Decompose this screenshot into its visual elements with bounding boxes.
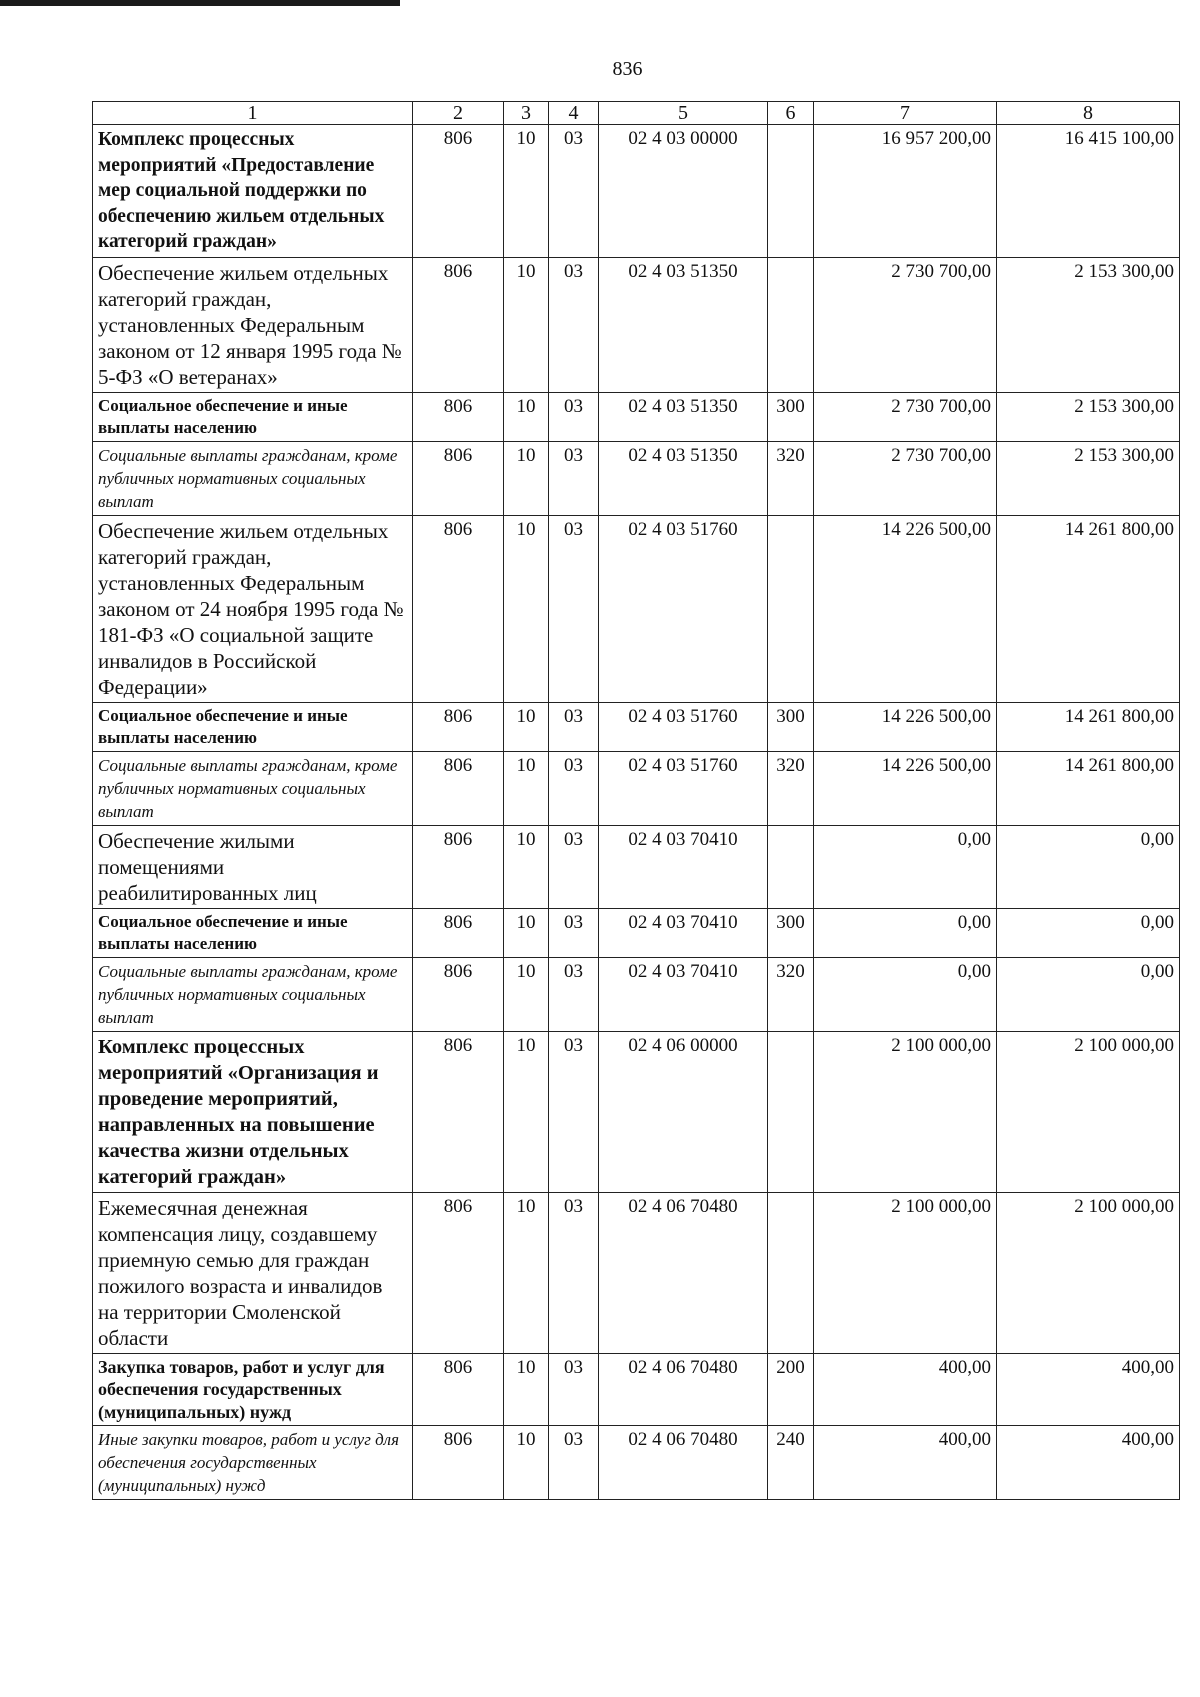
- target-article-cell: 02 4 03 51760: [599, 751, 768, 825]
- target-article-cell: 02 4 03 51350: [599, 441, 768, 515]
- subsection-cell: 03: [549, 908, 599, 957]
- subsection-cell: 03: [549, 1192, 599, 1353]
- expense-type-cell: [768, 1192, 814, 1353]
- expense-type-cell: 240: [768, 1426, 814, 1500]
- ministry-code-cell: 806: [413, 1031, 504, 1192]
- ministry-code-cell: 806: [413, 702, 504, 751]
- expense-type-cell: [768, 515, 814, 702]
- amount-col8-cell: 0,00: [997, 957, 1180, 1031]
- target-article-cell: 02 4 03 51760: [599, 702, 768, 751]
- amount-col7-cell: 2 730 700,00: [814, 257, 997, 392]
- subsection-cell: 03: [549, 441, 599, 515]
- expense-type-cell: 300: [768, 908, 814, 957]
- section-cell: 10: [504, 1353, 549, 1426]
- target-article-cell: 02 4 03 51350: [599, 257, 768, 392]
- amount-col7-cell: 2 100 000,00: [814, 1031, 997, 1192]
- row-name-cell: Обеспечение жильем отдельных категорий граждан, установленных Федеральным законом от 24 ноября 1995 года № 181-ФЗ «О социальной защите инвалидов в Российской Федерации»: [93, 515, 413, 702]
- amount-col7-cell: 0,00: [814, 908, 997, 957]
- section-cell: 10: [504, 1426, 549, 1500]
- row-name-cell: Социальное обеспечение и иные выплаты населению: [93, 702, 413, 751]
- table-row: [93, 1192, 1180, 1353]
- subsection-cell: 03: [549, 515, 599, 702]
- row-name-cell: Закупка товаров, работ и услуг для обеспечения государственных (муниципальных) нужд: [93, 1353, 413, 1426]
- section-cell: 10: [504, 957, 549, 1031]
- column-header: 2: [413, 102, 504, 125]
- amount-col8-cell: 400,00: [997, 1353, 1180, 1426]
- subsection-cell: 03: [549, 957, 599, 1031]
- table-row: [93, 257, 1180, 392]
- row-name-cell: Комплекс процессных мероприятий «Предоставление мер социальной поддержки по обеспечению жильем отдельных категорий граждан»: [93, 125, 413, 258]
- amount-col7-cell: 0,00: [814, 825, 997, 908]
- section-cell: 10: [504, 257, 549, 392]
- ministry-code-cell: 806: [413, 125, 504, 258]
- expense-type-cell: 320: [768, 957, 814, 1031]
- amount-col7-cell: 400,00: [814, 1353, 997, 1426]
- expense-type-cell: [768, 1031, 814, 1192]
- column-header: 5: [599, 102, 768, 125]
- section-cell: 10: [504, 441, 549, 515]
- expense-type-cell: 320: [768, 441, 814, 515]
- table-row: [93, 908, 1180, 957]
- target-article-cell: 02 4 03 70410: [599, 957, 768, 1031]
- expense-type-cell: [768, 825, 814, 908]
- ministry-code-cell: 806: [413, 1192, 504, 1353]
- section-cell: 10: [504, 825, 549, 908]
- ministry-code-cell: 806: [413, 957, 504, 1031]
- section-cell: 10: [504, 702, 549, 751]
- column-header: 6: [768, 102, 814, 125]
- subsection-cell: 03: [549, 825, 599, 908]
- subsection-cell: 03: [549, 125, 599, 258]
- table-row: [93, 751, 1180, 825]
- section-cell: 10: [504, 751, 549, 825]
- amount-col7-cell: 400,00: [814, 1426, 997, 1500]
- header-row: [93, 102, 1180, 125]
- table-row: [93, 825, 1180, 908]
- amount-col8-cell: 16 415 100,00: [997, 125, 1180, 258]
- subsection-cell: 03: [549, 702, 599, 751]
- expense-type-cell: [768, 125, 814, 258]
- ministry-code-cell: 806: [413, 515, 504, 702]
- amount-col8-cell: 0,00: [997, 825, 1180, 908]
- expense-type-cell: 300: [768, 392, 814, 441]
- amount-col8-cell: 14 261 800,00: [997, 751, 1180, 825]
- row-name-cell: Социальное обеспечение и иные выплаты населению: [93, 908, 413, 957]
- expense-type-cell: 320: [768, 751, 814, 825]
- page-number: 836: [612, 58, 643, 80]
- section-cell: 10: [504, 908, 549, 957]
- ministry-code-cell: 806: [413, 1353, 504, 1426]
- amount-col8-cell: 14 261 800,00: [997, 515, 1180, 702]
- row-name-cell: Социальные выплаты гражданам, кроме публичных нормативных социальных выплат: [93, 957, 413, 1031]
- target-article-cell: 02 4 03 51760: [599, 515, 768, 702]
- amount-col7-cell: 16 957 200,00: [814, 125, 997, 258]
- subsection-cell: 03: [549, 392, 599, 441]
- row-name-cell: Социальное обеспечение и иные выплаты населению: [93, 392, 413, 441]
- section-cell: 10: [504, 1031, 549, 1192]
- amount-col7-cell: 14 226 500,00: [814, 751, 997, 825]
- ministry-code-cell: 806: [413, 441, 504, 515]
- row-name-cell: Комплекс процессных мероприятий «Организация и проведение мероприятий, направленных на повышение качества жизни отдельных категорий граждан»: [93, 1031, 413, 1192]
- budget-table: [92, 101, 1180, 1500]
- amount-col8-cell: 2 153 300,00: [997, 441, 1180, 515]
- table-row: [93, 441, 1180, 515]
- amount-col7-cell: 2 730 700,00: [814, 441, 997, 515]
- table-row: [93, 1426, 1180, 1500]
- table-row: [93, 1031, 1180, 1192]
- subsection-cell: 03: [549, 751, 599, 825]
- amount-col7-cell: 14 226 500,00: [814, 515, 997, 702]
- ministry-code-cell: 806: [413, 825, 504, 908]
- target-article-cell: 02 4 06 00000: [599, 1031, 768, 1192]
- amount-col8-cell: 2 100 000,00: [997, 1031, 1180, 1192]
- amount-col7-cell: 2 730 700,00: [814, 392, 997, 441]
- table-row: [93, 392, 1180, 441]
- table-body: [93, 125, 1180, 1500]
- row-name-cell: Обеспечение жилыми помещениями реабилитированных лиц: [93, 825, 413, 908]
- amount-col8-cell: 2 153 300,00: [997, 257, 1180, 392]
- target-article-cell: 02 4 03 70410: [599, 908, 768, 957]
- row-name-cell: Ежемесячная денежная компенсация лицу, создавшему приемную семью для граждан пожилого возраста и инвалидов на территории Смоленской области: [93, 1192, 413, 1353]
- table-row: [93, 702, 1180, 751]
- target-article-cell: 02 4 06 70480: [599, 1353, 768, 1426]
- target-article-cell: 02 4 06 70480: [599, 1192, 768, 1353]
- amount-col7-cell: 0,00: [814, 957, 997, 1031]
- amount-col7-cell: 14 226 500,00: [814, 702, 997, 751]
- column-header: 1: [93, 102, 413, 125]
- amount-col7-cell: 2 100 000,00: [814, 1192, 997, 1353]
- row-name-cell: Социальные выплаты гражданам, кроме публичных нормативных социальных выплат: [93, 751, 413, 825]
- section-cell: 10: [504, 515, 549, 702]
- row-name-cell: Обеспечение жильем отдельных категорий граждан, установленных Федеральным законом от 12 января 1995 года № 5-ФЗ «О ветеранах»: [93, 257, 413, 392]
- section-cell: 10: [504, 1192, 549, 1353]
- amount-col8-cell: 14 261 800,00: [997, 702, 1180, 751]
- table-row: [93, 1353, 1180, 1426]
- subsection-cell: 03: [549, 1353, 599, 1426]
- amount-col8-cell: 400,00: [997, 1426, 1180, 1500]
- expense-type-cell: 300: [768, 702, 814, 751]
- target-article-cell: 02 4 03 00000: [599, 125, 768, 258]
- row-name-cell: Социальные выплаты гражданам, кроме публичных нормативных социальных выплат: [93, 441, 413, 515]
- expense-type-cell: [768, 257, 814, 392]
- column-header: 8: [997, 102, 1180, 125]
- expense-type-cell: 200: [768, 1353, 814, 1426]
- subsection-cell: 03: [549, 257, 599, 392]
- target-article-cell: 02 4 06 70480: [599, 1426, 768, 1500]
- subsection-cell: 03: [549, 1426, 599, 1500]
- target-article-cell: 02 4 03 70410: [599, 825, 768, 908]
- amount-col8-cell: 2 153 300,00: [997, 392, 1180, 441]
- ministry-code-cell: 806: [413, 751, 504, 825]
- column-header: 3: [504, 102, 549, 125]
- column-header: 4: [549, 102, 599, 125]
- amount-col8-cell: 0,00: [997, 908, 1180, 957]
- table-row: [93, 515, 1180, 702]
- row-name-cell: Иные закупки товаров, работ и услуг для обеспечения государственных (муниципальных) нужд: [93, 1426, 413, 1500]
- section-cell: 10: [504, 392, 549, 441]
- scan-edge-mark: [0, 0, 400, 6]
- ministry-code-cell: 806: [413, 908, 504, 957]
- table-row: [93, 125, 1180, 258]
- ministry-code-cell: 806: [413, 257, 504, 392]
- target-article-cell: 02 4 03 51350: [599, 392, 768, 441]
- subsection-cell: 03: [549, 1031, 599, 1192]
- section-cell: 10: [504, 125, 549, 258]
- ministry-code-cell: 806: [413, 392, 504, 441]
- amount-col8-cell: 2 100 000,00: [997, 1192, 1180, 1353]
- table-row: [93, 957, 1180, 1031]
- ministry-code-cell: 806: [413, 1426, 504, 1500]
- column-header: 7: [814, 102, 997, 125]
